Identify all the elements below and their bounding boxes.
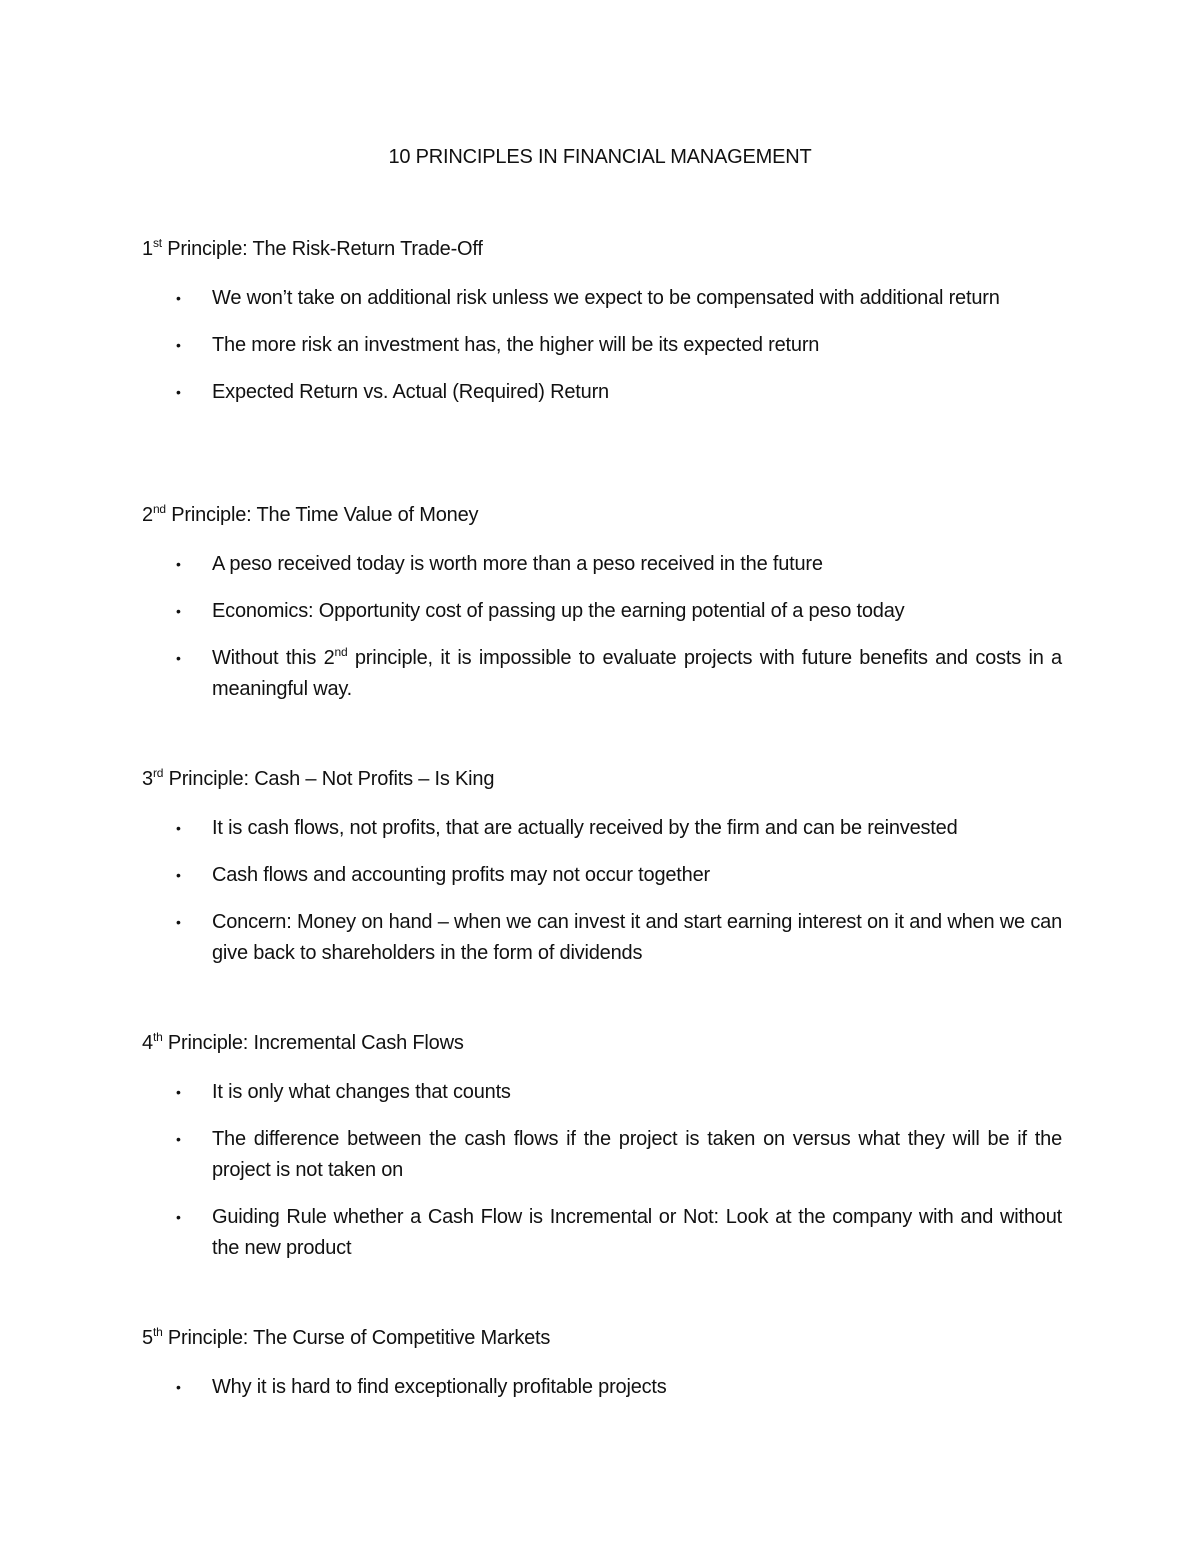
list-item: • Without this 2nd principle, it is impossible to evaluate projects with future benefits and costs in a meaningful way. bbox=[176, 645, 1062, 700]
list-item: • Why it is hard to find exceptionally profitable projects bbox=[142, 1372, 1062, 1403]
principle-heading-1: 1st Principle: The Risk-Return Trade-Off bbox=[142, 236, 483, 260]
list-item: • A peso received today is worth more than a peso received in the future bbox=[142, 549, 1062, 580]
bullet-icon: • bbox=[176, 337, 181, 353]
principle-section-4 bbox=[142, 1030, 1062, 1280]
bullet-icon: • bbox=[176, 603, 181, 619]
principle-section-5 bbox=[142, 1325, 1062, 1419]
principle-heading-2: 2nd Principle: The Time Value of Money bbox=[142, 502, 479, 526]
list-item: • The difference between the cash flows if the project is taken on versus what they will be if the project is not taken on bbox=[142, 1124, 1062, 1186]
document-title: 10 PRINCIPLES IN FINANCIAL MANAGEMENT bbox=[388, 146, 812, 168]
bullet-icon: • bbox=[176, 867, 181, 883]
bullet-list bbox=[142, 283, 1062, 408]
list-item: • Concern: Money on hand – when we can invest it and start earning interest on it and when we can give back to shareholders in the form of dividends bbox=[142, 907, 1062, 969]
list-item: • The more risk an investment has, the higher will be its expected return bbox=[142, 330, 1062, 361]
principle-heading-5: 5th Principle: The Curse of Competitive Markets bbox=[142, 1325, 551, 1349]
principle-heading-3: 3rd Principle: Cash – Not Profits – Is King bbox=[142, 766, 495, 790]
bullet-icon: • bbox=[176, 914, 181, 930]
list-item: • We won’t take on additional risk unless we expect to be compensated with additional return bbox=[142, 283, 1062, 314]
bullet-list bbox=[142, 549, 1062, 705]
bullet-icon: • bbox=[176, 650, 181, 666]
principle-section-3 bbox=[142, 766, 1062, 985]
bullet-icon: • bbox=[176, 290, 181, 306]
bullet-icon: • bbox=[176, 1084, 181, 1100]
list-item: • Economics: Opportunity cost of passing up the earning potential of a peso today bbox=[142, 596, 1062, 627]
list-item: • It is only what changes that counts bbox=[142, 1077, 1062, 1108]
bullet-icon: • bbox=[176, 820, 181, 836]
list-item: • Guiding Rule whether a Cash Flow is Incremental or Not: Look at the company with and without the new product bbox=[142, 1202, 1062, 1264]
bullet-list bbox=[142, 813, 1062, 969]
principle-section-1 bbox=[142, 236, 1062, 424]
list-item: • It is cash flows, not profits, that are actually received by the firm and can be reinvested bbox=[142, 813, 1062, 844]
principle-heading-4: 4th Principle: Incremental Cash Flows bbox=[142, 1030, 464, 1054]
list-item: • Expected Return vs. Actual (Required) Return bbox=[142, 377, 1062, 408]
bullet-icon: • bbox=[176, 1209, 181, 1225]
bullet-list bbox=[142, 1372, 1062, 1403]
bullet-icon: • bbox=[176, 384, 181, 400]
bullet-list bbox=[142, 1077, 1062, 1264]
bullet-icon: • bbox=[176, 1131, 181, 1147]
list-item: • Cash flows and accounting profits may not occur together bbox=[142, 860, 1062, 891]
bullet-icon: • bbox=[176, 556, 181, 572]
principle-section-2 bbox=[142, 502, 1062, 721]
bullet-icon: • bbox=[176, 1379, 181, 1395]
